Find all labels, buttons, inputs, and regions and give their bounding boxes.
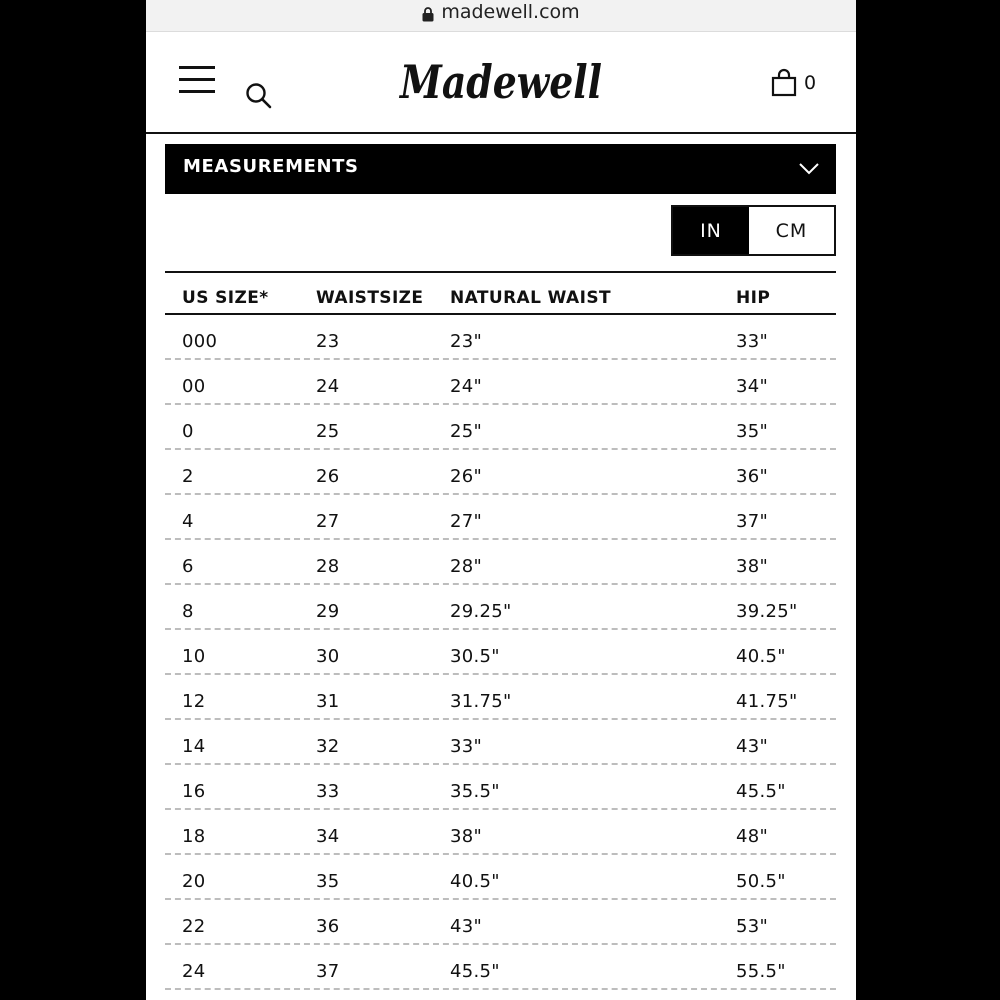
waist-size-cell: 35 <box>316 871 340 892</box>
us-size-cell: 4 <box>182 511 194 532</box>
natural-waist-cell: 25" <box>450 421 483 442</box>
waist-size-cell: 25 <box>316 421 340 442</box>
hip-cell: 37" <box>736 511 769 532</box>
measurements-accordion[interactable] <box>165 144 836 194</box>
us-size-cell: 20 <box>182 871 206 892</box>
us-size-cell: 10 <box>182 646 206 667</box>
hip-cell: 55.5" <box>736 961 786 982</box>
table-row <box>165 360 836 405</box>
us-size-cell: 6 <box>182 556 194 577</box>
table-row <box>165 495 836 540</box>
unit-cm-button[interactable]: CM <box>749 207 834 254</box>
table-row <box>165 855 836 900</box>
us-size-cell: 24 <box>182 961 206 982</box>
menu-icon[interactable] <box>179 66 215 96</box>
us-size-cell: 12 <box>182 691 206 712</box>
waist-size-cell: 29 <box>316 601 340 622</box>
us-size-cell: 16 <box>182 781 206 802</box>
hip-cell: 38" <box>736 556 769 577</box>
hip-cell: 40.5" <box>736 646 786 667</box>
table-row <box>165 675 836 720</box>
hip-cell: 35" <box>736 421 769 442</box>
shopping-bag-icon[interactable] <box>771 69 797 97</box>
chevron-down-icon <box>799 163 819 175</box>
us-size-cell: 2 <box>182 466 194 487</box>
us-size-cell: 18 <box>182 826 206 847</box>
hip-cell: 50.5" <box>736 871 786 892</box>
us-size-cell: 22 <box>182 916 206 937</box>
table-row <box>165 315 836 360</box>
natural-waist-cell: 24" <box>450 376 483 397</box>
us-size-cell: 8 <box>182 601 194 622</box>
phone-screen <box>146 0 856 1000</box>
hip-cell: 48" <box>736 826 769 847</box>
header-natural-waist: NATURAL WAIST <box>450 288 611 308</box>
natural-waist-cell: 28" <box>450 556 483 577</box>
table-row <box>165 405 836 450</box>
us-size-cell: 000 <box>182 331 218 352</box>
size-chart-table <box>165 271 836 990</box>
table-row <box>165 765 836 810</box>
table-row <box>165 720 836 765</box>
us-size-cell: 00 <box>182 376 206 397</box>
waist-size-cell: 28 <box>316 556 340 577</box>
us-size-cell: 0 <box>182 421 194 442</box>
waist-size-cell: 26 <box>316 466 340 487</box>
lock-icon <box>422 7 434 22</box>
natural-waist-cell: 27" <box>450 511 483 532</box>
natural-waist-cell: 45.5" <box>450 961 500 982</box>
hip-cell: 41.75" <box>736 691 798 712</box>
table-row <box>165 585 836 630</box>
hip-cell: 43" <box>736 736 769 757</box>
bag-count: 0 <box>804 72 817 94</box>
table-row <box>165 630 836 675</box>
natural-waist-cell: 40.5" <box>450 871 500 892</box>
waist-size-cell: 24 <box>316 376 340 397</box>
waist-size-cell: 34 <box>316 826 340 847</box>
header-waist-size: WAISTSIZE <box>316 288 424 308</box>
hip-cell: 36" <box>736 466 769 487</box>
natural-waist-cell: 29.25" <box>450 601 512 622</box>
waist-size-cell: 32 <box>316 736 340 757</box>
waist-size-cell: 27 <box>316 511 340 532</box>
table-row <box>165 540 836 585</box>
natural-waist-cell: 33" <box>450 736 483 757</box>
us-size-cell: 14 <box>182 736 206 757</box>
table-body <box>165 315 836 990</box>
hip-cell: 34" <box>736 376 769 397</box>
table-header <box>165 271 836 315</box>
waist-size-cell: 36 <box>316 916 340 937</box>
table-row <box>165 900 836 945</box>
table-row <box>165 810 836 855</box>
table-row <box>165 945 836 990</box>
logo-text: Madewell <box>398 55 602 109</box>
natural-waist-cell: 43" <box>450 916 483 937</box>
header-us-size: US SIZE* <box>182 288 269 308</box>
measurements-title: MEASUREMENTS <box>183 155 359 177</box>
madewell-logo[interactable] <box>396 54 608 110</box>
natural-waist-cell: 26" <box>450 466 483 487</box>
unit-toggle <box>671 205 836 256</box>
search-icon[interactable] <box>245 82 273 110</box>
hip-cell: 53" <box>736 916 769 937</box>
address-bar[interactable] <box>146 0 856 32</box>
hip-cell: 39.25" <box>736 601 798 622</box>
waist-size-cell: 31 <box>316 691 340 712</box>
waist-size-cell: 33 <box>316 781 340 802</box>
natural-waist-cell: 38" <box>450 826 483 847</box>
hip-cell: 45.5" <box>736 781 786 802</box>
site-header <box>146 32 856 134</box>
unit-in-button[interactable]: IN <box>673 207 749 254</box>
waist-size-cell: 30 <box>316 646 340 667</box>
waist-size-cell: 37 <box>316 961 340 982</box>
natural-waist-cell: 35.5" <box>450 781 500 802</box>
table-row <box>165 450 836 495</box>
header-hip: HIP <box>736 288 771 308</box>
natural-waist-cell: 31.75" <box>450 691 512 712</box>
url-text: madewell.com <box>441 0 580 23</box>
hip-cell: 33" <box>736 331 769 352</box>
natural-waist-cell: 23" <box>450 331 483 352</box>
natural-waist-cell: 30.5" <box>450 646 500 667</box>
waist-size-cell: 23 <box>316 331 340 352</box>
